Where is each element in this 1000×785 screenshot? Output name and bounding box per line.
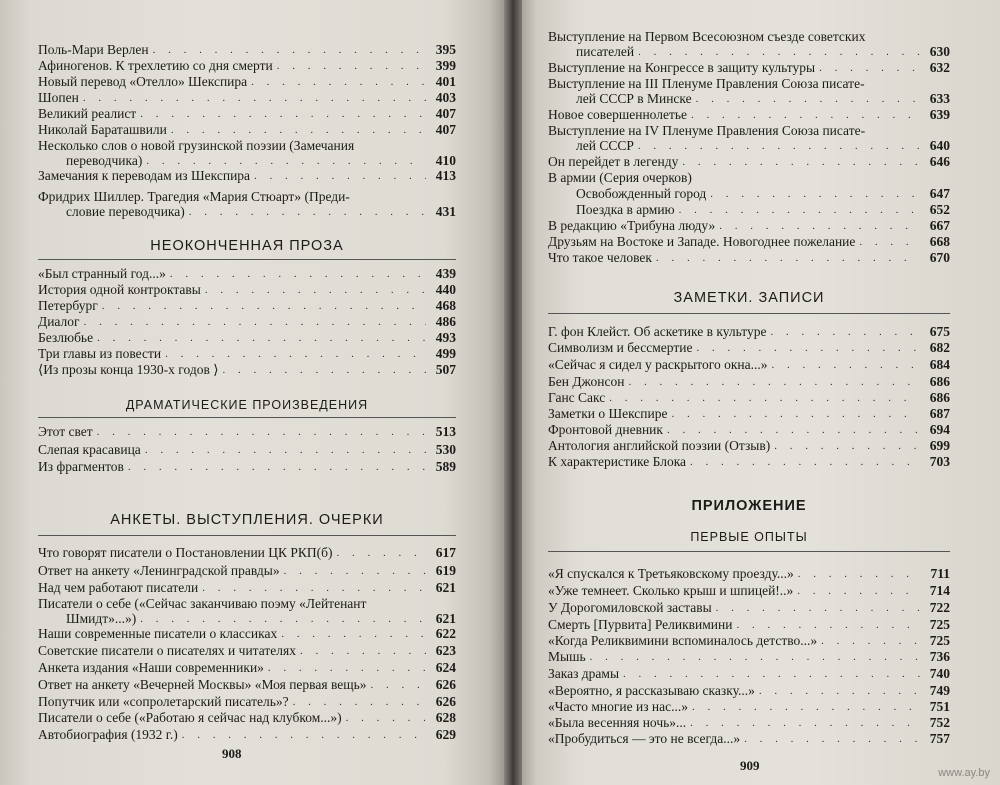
leader-dots bbox=[84, 315, 426, 329]
toc-entry-title: Ганс Сакс bbox=[548, 390, 606, 405]
toc-entry-title: Великий реалист bbox=[38, 106, 137, 121]
toc-entry bbox=[548, 357, 950, 372]
toc-entry-title: Фронтовой дневник bbox=[548, 422, 663, 437]
toc-entry-page: 694 bbox=[929, 422, 950, 437]
toc-entry-page: 530 bbox=[435, 442, 456, 457]
leader-dots bbox=[146, 154, 426, 168]
toc-entry-page: 626 bbox=[435, 694, 456, 709]
leader-dots bbox=[774, 439, 920, 453]
toc-entry-page: 703 bbox=[929, 454, 950, 469]
toc-entry-page: 647 bbox=[929, 186, 950, 201]
toc-entry-title: лей СССР в Минске bbox=[576, 91, 692, 106]
toc-entry bbox=[38, 189, 456, 219]
toc-entry-title: Мышь bbox=[548, 649, 586, 664]
toc-entry-page: 440 bbox=[435, 282, 456, 297]
heading-ankety: АНКЕТЫ. ВЫСТУПЛЕНИЯ. ОЧЕРКИ bbox=[110, 512, 384, 528]
toc-entry-title: Г. фон Клейст. Об аскетике в культуре bbox=[548, 324, 767, 339]
leader-dots bbox=[281, 627, 426, 641]
leader-dots bbox=[346, 711, 426, 725]
leader-dots bbox=[672, 407, 921, 421]
toc-entry-title: Заказ драмы bbox=[548, 666, 620, 681]
toc-entry-page: 711 bbox=[930, 566, 950, 581]
toc-entry-title: Писатели о себе («Работаю я сейчас над клубком...») bbox=[38, 710, 342, 725]
toc-entry-title: «Уже темнеет. Сколько крыш и шпицей!..» bbox=[548, 583, 794, 598]
toc-entry bbox=[38, 694, 456, 709]
leader-dots bbox=[798, 567, 920, 581]
toc-entry-page: 725 bbox=[929, 617, 950, 632]
leader-dots bbox=[821, 634, 920, 648]
toc-entry bbox=[548, 699, 950, 714]
toc-entry-title-line: Несколько слов о новой грузинской поэзии (Замечания bbox=[38, 138, 355, 153]
toc-entry-title: Поездка в армию bbox=[576, 202, 675, 217]
book-gutter bbox=[504, 0, 522, 785]
toc-entry-title: «Часто многие из нас...» bbox=[548, 699, 689, 714]
toc-entry bbox=[548, 76, 950, 106]
toc-entry-page: 639 bbox=[929, 107, 950, 122]
toc-entry bbox=[548, 154, 950, 169]
leader-dots bbox=[710, 187, 920, 201]
toc-entry bbox=[548, 107, 950, 122]
toc-entry-title: «Была весенняя ночь»... bbox=[548, 715, 687, 730]
leader-dots bbox=[716, 601, 920, 615]
toc-entry-page: 646 bbox=[929, 154, 950, 169]
divider bbox=[38, 535, 456, 536]
toc-entry-page: 667 bbox=[929, 218, 950, 233]
toc-entry-title: Новое совершеннолетье bbox=[548, 107, 688, 122]
toc-entry-title: Анкета издания «Наши современники» bbox=[38, 660, 264, 675]
leader-dots bbox=[83, 91, 426, 105]
toc-entry-page: 736 bbox=[929, 649, 950, 664]
leader-dots bbox=[171, 123, 426, 137]
toc-entry bbox=[548, 324, 950, 339]
leader-dots bbox=[690, 455, 920, 469]
heading-first-attempts: ПЕРВЫЕ ОПЫТЫ bbox=[690, 530, 808, 544]
leader-dots bbox=[153, 43, 426, 57]
page-number-right: 909 bbox=[740, 758, 760, 773]
watermark: www.ay.by bbox=[938, 767, 990, 779]
toc-entry-title: Три главы из повести bbox=[38, 346, 162, 361]
toc-entry-title: ⟨Из прозы конца 1930-х годов ⟩ bbox=[38, 362, 219, 377]
leader-dots bbox=[692, 700, 920, 714]
toc-entry bbox=[548, 731, 950, 746]
toc-entry bbox=[38, 346, 456, 361]
toc-entry-page: 395 bbox=[435, 42, 456, 57]
toc-entry bbox=[38, 42, 456, 57]
toc-entry-page: 640 bbox=[929, 138, 950, 153]
toc-entry-title: Шопен bbox=[38, 90, 79, 105]
toc-entry-title: Символизм и бессмертие bbox=[548, 340, 693, 355]
toc-entry-page: 686 bbox=[929, 390, 950, 405]
toc-entry-title: «Вероятно, я рассказываю сказку...» bbox=[548, 683, 755, 698]
toc-entry bbox=[38, 580, 456, 595]
toc-entry-page: 493 bbox=[435, 330, 456, 345]
toc-entry-title: Замечания к переводам из Шекспира bbox=[38, 168, 251, 183]
toc-entry bbox=[548, 583, 950, 598]
heading-unfinished-prose: НЕОКОНЧЕННАЯ ПРОЗА bbox=[150, 238, 344, 254]
leader-dots bbox=[691, 108, 920, 122]
leader-dots bbox=[744, 732, 920, 746]
toc-entry bbox=[38, 168, 456, 183]
toc-entry-page: 507 bbox=[435, 362, 456, 377]
toc-entry-page: 630 bbox=[929, 44, 950, 59]
toc-entry-page: 413 bbox=[435, 168, 456, 183]
toc-entry bbox=[548, 406, 950, 421]
toc-entry bbox=[548, 218, 950, 233]
heading-notes: ЗАМЕТКИ. ЗАПИСИ bbox=[673, 290, 825, 306]
toc-entry-page: 686 bbox=[929, 374, 950, 389]
toc-entry bbox=[38, 362, 456, 377]
toc-entry-title: Диалог bbox=[38, 314, 80, 329]
toc-entry bbox=[548, 250, 950, 265]
toc-entry-title: Этот свет bbox=[38, 424, 93, 439]
toc-entry-page: 714 bbox=[929, 583, 950, 598]
toc-entry bbox=[38, 330, 456, 345]
toc-entry-title: Петербург bbox=[38, 298, 98, 313]
toc-entry-page: 399 bbox=[435, 58, 456, 73]
toc-entry bbox=[38, 58, 456, 73]
toc-entry-page: 407 bbox=[435, 122, 456, 137]
leader-dots bbox=[205, 283, 426, 297]
divider bbox=[548, 313, 950, 314]
leader-dots bbox=[371, 678, 426, 692]
leader-dots bbox=[140, 107, 426, 121]
divider bbox=[38, 417, 456, 418]
toc-entry bbox=[548, 123, 950, 153]
toc-entry-page: 499 bbox=[435, 346, 456, 361]
heading-appendix: ПРИЛОЖЕНИЕ bbox=[691, 498, 807, 514]
leader-dots bbox=[590, 650, 920, 664]
toc-entry bbox=[38, 74, 456, 89]
toc-entry-page: 652 bbox=[929, 202, 950, 217]
toc-entry-page: 684 bbox=[929, 357, 950, 372]
toc-entry bbox=[548, 234, 950, 249]
toc-entry bbox=[548, 600, 950, 615]
leader-dots bbox=[202, 581, 426, 595]
toc-entry bbox=[38, 90, 456, 105]
toc-entry bbox=[38, 266, 456, 281]
toc-entry-page: 513 bbox=[435, 424, 456, 439]
leader-dots bbox=[696, 341, 920, 355]
toc-entry-title: «Пробудиться — это не всегда...» bbox=[548, 731, 741, 746]
leader-dots bbox=[667, 423, 920, 437]
toc-entry-page: 668 bbox=[929, 234, 950, 249]
toc-entry-title-line: Выступление на IV Пленуме Правления Союза писате- bbox=[548, 123, 866, 138]
leader-dots bbox=[97, 331, 426, 345]
leader-dots bbox=[736, 618, 920, 632]
toc-entry-page: 439 bbox=[435, 266, 456, 281]
toc-entry bbox=[38, 727, 456, 742]
toc-entry-title: Автобиография (1932 г.) bbox=[38, 727, 178, 742]
toc-entry-page: 675 bbox=[929, 324, 950, 339]
toc-entry-title: Поль-Мари Верлен bbox=[38, 42, 149, 57]
toc-entry-title: К характеристике Блока bbox=[548, 454, 687, 469]
toc-entry bbox=[38, 545, 456, 560]
toc-entry bbox=[38, 626, 456, 641]
toc-entry-title: Заметки о Шекспире bbox=[548, 406, 668, 421]
toc-entry-page: 468 bbox=[435, 298, 456, 313]
toc-entry-title: Над чем работают писатели bbox=[38, 580, 199, 595]
toc-entry-title: «Я спускался к Третьяковскому проезду...» bbox=[548, 566, 794, 581]
leader-dots bbox=[293, 695, 426, 709]
toc-entry-title-line: Выступление на III Пленуме Правления Союза писате- bbox=[548, 76, 865, 91]
toc-entry-title: писателей bbox=[576, 44, 635, 59]
toc-entry bbox=[548, 374, 950, 389]
toc-entry-page: 403 bbox=[435, 90, 456, 105]
toc-entry bbox=[548, 422, 950, 437]
toc-entry-page: 633 bbox=[929, 91, 950, 106]
leader-dots bbox=[268, 661, 426, 675]
toc-entry-page: 621 bbox=[435, 611, 456, 626]
toc-entry-page: 486 bbox=[435, 314, 456, 329]
leader-dots bbox=[277, 59, 426, 73]
toc-entry-page: 401 bbox=[435, 74, 456, 89]
toc-entry-page: 619 bbox=[435, 563, 456, 578]
toc-entry bbox=[548, 454, 950, 469]
divider bbox=[38, 259, 456, 260]
toc-entry-page: 749 bbox=[929, 683, 950, 698]
toc-entry-title-line: Выступление на Первом Всесоюзном съезде советских bbox=[548, 29, 866, 44]
toc-entry-page: 682 bbox=[929, 340, 950, 355]
leader-dots bbox=[251, 75, 426, 89]
toc-entry-title: «Сейчас я сидел у раскрытого окна...» bbox=[548, 357, 768, 372]
leader-dots bbox=[337, 546, 426, 560]
toc-entry-page: 629 bbox=[435, 727, 456, 742]
toc-entry bbox=[548, 186, 950, 201]
toc-entry-page: 617 bbox=[435, 545, 456, 560]
toc-entry-title: Освобожденный город bbox=[576, 186, 707, 201]
leader-dots bbox=[128, 460, 426, 474]
toc-entry-title: Попутчик или «сопролетарский писатель»? bbox=[38, 694, 289, 709]
toc-entry bbox=[548, 438, 950, 453]
leader-dots bbox=[97, 425, 426, 439]
leader-dots bbox=[638, 45, 920, 59]
leader-dots bbox=[254, 169, 426, 183]
toc-entry-page: 751 bbox=[929, 699, 950, 714]
leader-dots bbox=[170, 267, 426, 281]
leader-dots bbox=[145, 443, 426, 457]
toc-entry-page: 699 bbox=[929, 438, 950, 453]
leader-dots bbox=[771, 325, 921, 339]
toc-entry-page: 624 bbox=[435, 660, 456, 675]
toc-entry-page: 621 bbox=[435, 580, 456, 595]
toc-entry-page: 628 bbox=[435, 710, 456, 725]
toc-entry bbox=[38, 643, 456, 658]
toc-entry bbox=[38, 282, 456, 297]
toc-entry-title-line: Фридрих Шиллер. Трагедия «Мария Стюарт» (Преди- bbox=[38, 189, 350, 204]
toc-entry-title: Что такое человек bbox=[548, 250, 652, 265]
leader-dots bbox=[638, 139, 920, 153]
divider bbox=[548, 551, 950, 552]
toc-entry-title: История одной контроктавы bbox=[38, 282, 201, 297]
toc-entry bbox=[38, 596, 456, 626]
toc-entry-title: Николай Бараташвили bbox=[38, 122, 167, 137]
toc-entry-page: 687 bbox=[929, 406, 950, 421]
toc-entry bbox=[548, 649, 950, 664]
toc-entry-page: 752 bbox=[929, 715, 950, 730]
toc-entry-page: 622 bbox=[435, 626, 456, 641]
toc-entry bbox=[548, 170, 950, 185]
toc-entry-title: лей СССР bbox=[576, 138, 634, 153]
leader-dots bbox=[656, 251, 920, 265]
toc-entry-title: Новый перевод «Отелло» Шекспира bbox=[38, 74, 248, 89]
toc-entry-title: Бен Джонсон bbox=[548, 374, 625, 389]
toc-entry-title: Из фрагментов bbox=[38, 459, 124, 474]
leader-dots bbox=[300, 644, 426, 658]
leader-dots bbox=[629, 375, 921, 389]
toc-entry-title: Советские писатели о писателях и читателях bbox=[38, 643, 296, 658]
toc-entry-title: Друзьям на Востоке и Западе. Новогоднее пожелание bbox=[548, 234, 856, 249]
leader-dots bbox=[165, 347, 426, 361]
toc-entry-title: Безлюбье bbox=[38, 330, 94, 345]
toc-entry bbox=[38, 138, 456, 168]
toc-entry bbox=[38, 459, 456, 474]
leader-dots bbox=[222, 363, 426, 377]
toc-entry-title: Ответ на анкету «Вечерней Москвы» «Моя первая вещь» bbox=[38, 677, 367, 692]
toc-entry bbox=[548, 566, 950, 581]
leader-dots bbox=[859, 235, 920, 249]
toc-entry-title: Ответ на анкету «Ленинградской правды» bbox=[38, 563, 280, 578]
toc-entry-title: Слепая красавица bbox=[38, 442, 141, 457]
toc-entry bbox=[548, 715, 950, 730]
leader-dots bbox=[690, 716, 920, 730]
leader-dots bbox=[182, 728, 426, 742]
toc-entry bbox=[548, 340, 950, 355]
leader-dots bbox=[819, 61, 920, 75]
toc-entry-title: «Был странный год...» bbox=[38, 266, 166, 281]
right-page bbox=[522, 0, 1000, 785]
leader-dots bbox=[140, 612, 426, 626]
toc-entry-title: Наши современные писатели о классиках bbox=[38, 626, 278, 641]
leader-dots bbox=[682, 155, 920, 169]
toc-entry bbox=[38, 660, 456, 675]
toc-entry-title: У Дорогомиловской заставы bbox=[548, 600, 712, 615]
toc-entry bbox=[548, 617, 950, 632]
toc-entry bbox=[38, 298, 456, 313]
toc-entry bbox=[38, 122, 456, 137]
toc-entry bbox=[548, 683, 950, 698]
toc-entry-page: 589 bbox=[435, 459, 456, 474]
leader-dots bbox=[609, 391, 920, 405]
toc-entry bbox=[548, 60, 950, 75]
toc-entry-title: «Когда Реликвимини вспоминалось детство...» bbox=[548, 633, 818, 648]
leader-dots bbox=[772, 358, 921, 372]
leader-dots bbox=[797, 584, 920, 598]
leader-dots bbox=[719, 219, 920, 233]
leader-dots bbox=[696, 92, 920, 106]
toc-entry-title: В редакцию «Трибуна люду» bbox=[548, 218, 716, 233]
toc-entry-page: 722 bbox=[929, 600, 950, 615]
leader-dots bbox=[102, 299, 426, 313]
toc-entry-title: Выступление на Конгрессе в защиту культуры bbox=[548, 60, 816, 75]
toc-entry-title: Шмидт»...») bbox=[66, 611, 137, 626]
heading-dramatic-works: ДРАМАТИЧЕСКИЕ ПРОИЗВЕДЕНИЯ bbox=[125, 398, 369, 412]
toc-entry-title: Антология английской поэзии (Отзыв) bbox=[548, 438, 771, 453]
toc-entry-page: 740 bbox=[929, 666, 950, 681]
toc-entry bbox=[548, 202, 950, 217]
toc-entry bbox=[548, 390, 950, 405]
leader-dots bbox=[679, 203, 920, 217]
toc-entry-page: 431 bbox=[435, 204, 456, 219]
leader-dots bbox=[284, 564, 426, 578]
leader-dots bbox=[623, 667, 920, 681]
toc-entry bbox=[38, 106, 456, 121]
toc-entry-title: словие переводчика) bbox=[66, 204, 185, 219]
toc-entry bbox=[38, 710, 456, 725]
toc-entry-page: 757 bbox=[929, 731, 950, 746]
toc-entry bbox=[38, 424, 456, 439]
toc-entry-page: 632 bbox=[929, 60, 950, 75]
toc-entry-title: Смерть [Пурвита] Реликвимини bbox=[548, 617, 733, 632]
leader-dots bbox=[189, 205, 426, 219]
toc-entry-title: Он перейдет в легенду bbox=[548, 154, 679, 169]
toc-entry-page: 670 bbox=[929, 250, 950, 265]
toc-entry-title: переводчика) bbox=[66, 153, 143, 168]
toc-entry bbox=[548, 666, 950, 681]
toc-entry bbox=[38, 314, 456, 329]
toc-entry-page: 626 bbox=[435, 677, 456, 692]
toc-entry-page: 725 bbox=[929, 633, 950, 648]
toc-entry-page: 410 bbox=[435, 153, 456, 168]
toc-entry bbox=[38, 442, 456, 457]
toc-entry bbox=[548, 29, 950, 59]
toc-entry-title: Афиногенов. К трехлетию со дня смерти bbox=[38, 58, 273, 73]
toc-entry-page: 407 bbox=[435, 106, 456, 121]
page-number-left: 908 bbox=[222, 746, 242, 761]
leader-dots bbox=[759, 684, 920, 698]
toc-entry-title: В армии (Серия очерков) bbox=[548, 170, 692, 185]
toc-entry bbox=[548, 633, 950, 648]
toc-entry bbox=[38, 563, 456, 578]
toc-entry-title-line: Писатели о себе («Сейчас заканчиваю поэму «Лейтенант bbox=[38, 596, 367, 611]
toc-entry-page: 623 bbox=[435, 643, 456, 658]
toc-entry-title: Что говорят писатели о Постановлении ЦК РКП(б) bbox=[38, 545, 333, 560]
toc-entry bbox=[38, 677, 456, 692]
